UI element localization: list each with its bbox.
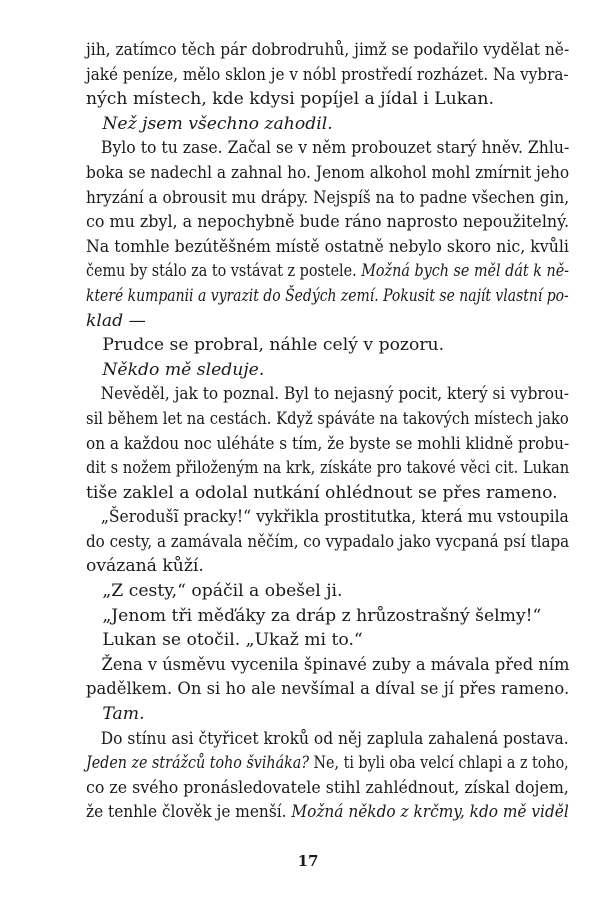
text-segment: [86, 114, 102, 134]
text-line: [86, 309, 569, 334]
text-line: [86, 653, 570, 678]
text-line: [86, 432, 570, 457]
text-segment: jih, zatímco těch pár dobrodruhů, jimž se podařilo vydělat ně-: [86, 40, 570, 60]
text-line: [86, 579, 569, 604]
text-line: [86, 136, 570, 161]
text-segment: co ze svého pronásledovatele stihl zahlédnout, získal dojem,: [86, 777, 569, 798]
italic-text-segment: Tam.: [102, 704, 145, 725]
text-line: [86, 727, 569, 752]
text-segment: [86, 704, 102, 724]
text-segment: Na tomhle bezútěšném místě ostatně nebylo skoro nic, kvůli: [86, 236, 569, 257]
text-line: [86, 505, 569, 530]
text-line: [86, 407, 569, 432]
text-line: [86, 333, 569, 358]
text-segment: „Z cesty,“ opáčil a obešel ji.: [86, 581, 343, 602]
text-segment: co mu zbyl, a nepochybně bude ráno naprosto nepoužitelný.: [86, 212, 570, 233]
text-line: [86, 161, 570, 186]
text-line: [86, 481, 569, 506]
italic-text-segment: Možná bych se měl dát k ně-: [361, 261, 570, 282]
italic-text-segment: Než jsem všechno zahodil.: [102, 113, 333, 134]
text-segment: Žena v úsměvu vycenila špinavé zuby a mávala před ním: [86, 654, 570, 675]
text-line: [86, 776, 569, 801]
text-segment: padělkem. On si ho ale nevšímal a díval se jí přes rameno.: [86, 679, 570, 700]
text-segment: do cesty, a zamávala něčím, co vypadalo jako vycpaná psí tlapa: [86, 531, 570, 552]
text-segment: „Šerodušĩ pracky!“ vykřikla prostitutka, která mu vstoupila: [86, 507, 569, 528]
text-segment: [86, 360, 102, 380]
text-segment: boka se nadechl a zahnal ho. Jenom alkohol mohl zmírnit jeho: [86, 162, 570, 183]
text-segment: Prudce se probral, náhle celý v pozoru.: [86, 335, 445, 356]
italic-text-segment: Možná někdo z krčmy, kdo mě viděl: [291, 802, 569, 823]
text-line: [86, 112, 569, 137]
text-segment: sil během let na cestách. Když spáváte na takových místech jako: [86, 408, 569, 429]
text-line: [86, 382, 570, 407]
text-line: [86, 604, 569, 629]
text-segment: Bylo to tu zase. Začal se v něm probouzet starý hněv. Zhlu-: [86, 138, 570, 159]
text-line: [86, 284, 569, 309]
italic-text-segment: Jeden ze strážců toho šviháka?: [86, 753, 309, 774]
body-text: [86, 38, 569, 825]
italic-text-segment: Někdo mě sleduje.: [102, 359, 265, 380]
italic-text-segment: klad —: [86, 310, 146, 331]
text-line: [86, 38, 570, 63]
text-line: [86, 210, 570, 235]
text-line: [86, 87, 569, 112]
text-line: [86, 259, 570, 284]
text-line: [86, 800, 569, 825]
text-line: [86, 186, 570, 211]
text-line: [86, 702, 569, 727]
text-line: [86, 358, 569, 383]
text-segment: ovázaná kůží.: [86, 556, 204, 577]
text-segment: čemu by stálo za to vstávat z postele.: [86, 261, 362, 282]
text-line: [86, 530, 570, 555]
italic-text-segment: které kumpanii a vyrazit do Šedých zemí. Pokusit se najít vlastní po-: [86, 285, 569, 306]
text-line: [86, 628, 569, 653]
text-segment: Do stínu asi čtyřicet kroků od něj zaplula zahalená postava.: [86, 728, 569, 749]
text-segment: že tenhle člověk je menší.: [86, 802, 292, 823]
text-segment: Ne, ti byli oba velcí chlapi a z toho,: [308, 753, 569, 774]
text-line: [86, 751, 569, 776]
text-segment: dit s nožem přiloženým na krk, získáte pro takové věci cit. Lukan: [86, 458, 570, 479]
text-segment: tiše zaklel a odolal nutkání ohlédnout se přes rameno.: [86, 482, 558, 503]
text-line: [86, 235, 569, 260]
text-line: [86, 456, 570, 481]
text-segment: Nevěděl, jak to poznal. Byl to nejasný pocit, který si vybrou-: [86, 384, 570, 405]
text-segment: ných místech, kde kdysi popíjel a jídal i Lukan.: [86, 89, 494, 110]
text-segment: hryzání a obrousit mu drápy. Nejspíš na to padne všechen gin,: [86, 187, 570, 208]
text-segment: Lukan se otočil. „Ukaž mi to.“: [86, 630, 363, 651]
text-segment: on a každou noc uléháte s tím, že byste se mohli klidně probu-: [86, 433, 570, 454]
page-number: 17: [297, 852, 319, 870]
text-segment: jaké peníze, mělo sklon je v nóbl prostředí rozházet. Na vybra-: [86, 64, 569, 85]
text-segment: „Jenom tři měďáky za dráp z hrůzostrašný šelmy!“: [86, 605, 542, 626]
text-line: [86, 63, 569, 88]
text-line: [86, 554, 569, 579]
text-line: [86, 677, 570, 702]
